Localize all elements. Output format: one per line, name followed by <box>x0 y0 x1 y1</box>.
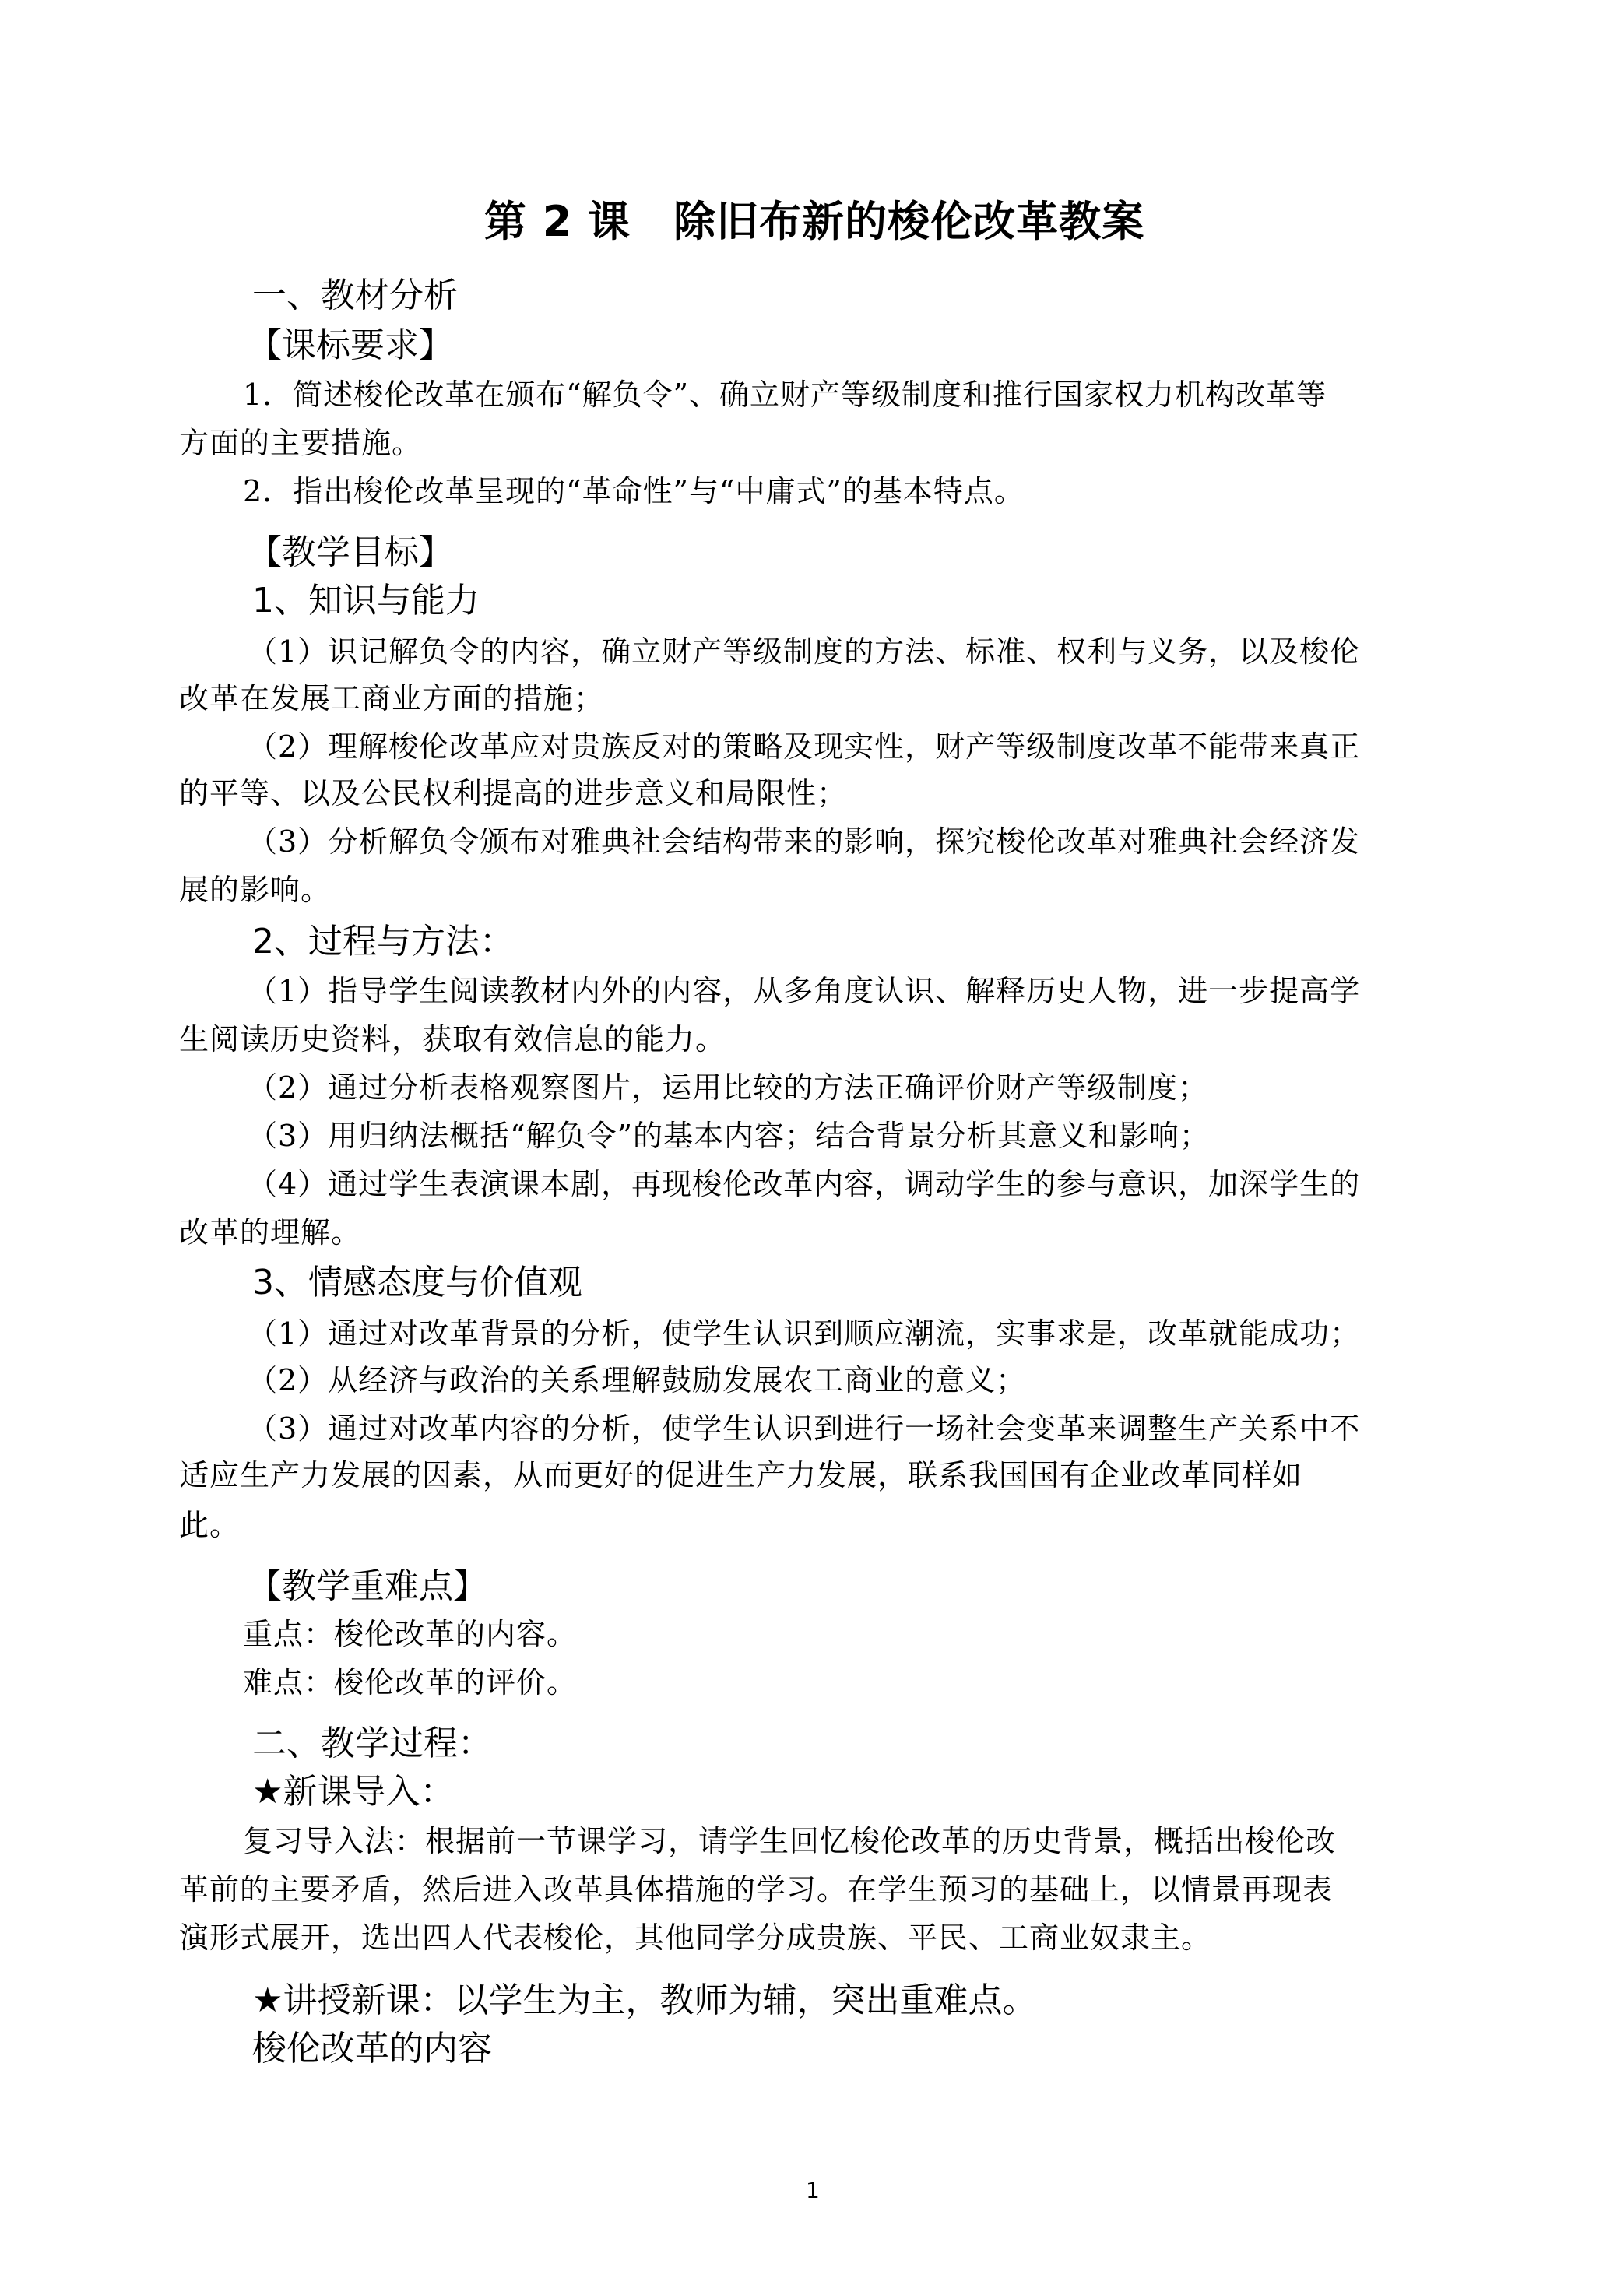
curriculum-item-1-line-2: 方面的主要措施。 <box>179 426 423 460</box>
values-point-3-line-1: （3）通过对改革内容的分析，使学生认识到进行一场社会变革来调整生产关系中不 <box>248 1411 1361 1446</box>
intro-paragraph-line-3: 演形式展开，选出四人代表梭伦，其他同学分成贵族、平民、工商业奴隶主。 <box>179 1921 1212 1955</box>
process-point-4-line-1: （4）通过学生表演课本剧，再现梭伦改革内容，调动学生的参与意识，加深学生的 <box>248 1167 1361 1201</box>
intro-paragraph-line-1: 复习导入法：根据前一节课学习，请学生回忆梭伦改革的历史背景，概括出梭伦改 <box>243 1824 1337 1858</box>
objective-process-heading: 2、过程与方法： <box>252 922 514 961</box>
knowledge-point-2-line-1: （2）理解梭伦改革应对贵族反对的策略及现实性，财产等级制度改革不能带来真正 <box>248 729 1361 764</box>
difficulty-point <box>243 1665 578 1699</box>
subheading-teaching-objectives: 【教学目标】 <box>248 532 453 572</box>
section-heading-teaching-process: 二、教学过程： <box>252 1724 492 1763</box>
focus-text: 梭伦改革的内容。 <box>334 1617 578 1651</box>
difficulty-label: 难点： <box>243 1665 335 1699</box>
objective-knowledge-heading: 1、知识与能力 <box>252 581 480 620</box>
curriculum-item-1-line-1: 1．简述梭伦改革在颁布“解负令”、确立财产等级制度和推行国家权力机构改革等 <box>243 378 1327 412</box>
curriculum-item-2: 2．指出梭伦改革呈现的“革命性”与“中庸式”的基本特点。 <box>243 474 1025 508</box>
knowledge-point-1-line-1: （1）识记解负令的内容，确立财产等级制度的方法、标准、权利与义务，以及梭伦 <box>248 634 1361 669</box>
subheading-new-lesson-teaching: ★讲授新课：以学生为主，教师为辅，突出重难点。 <box>252 1980 1037 2020</box>
knowledge-point-1-line-2: 改革在发展工商业方面的措施； <box>179 681 605 715</box>
process-point-4-line-2: 改革的理解。 <box>179 1215 362 1249</box>
page-number: 1 <box>806 2177 820 2203</box>
subheading-key-points: 【教学重难点】 <box>248 1566 487 1606</box>
section-heading-textbook-analysis: 一、教材分析 <box>252 276 458 315</box>
intro-paragraph-line-2: 革前的主要矛盾，然后进入改革具体措施的学习。在学生预习的基础上，以情景再现表 <box>179 1872 1334 1907</box>
subheading-curriculum-requirements: 【课标要求】 <box>248 325 453 365</box>
page-title: 第 2 课 除旧布新的梭伦改革教案 <box>484 197 1145 246</box>
process-point-1-line-2: 生阅读历史资料，获取有效信息的能力。 <box>179 1022 726 1056</box>
process-point-3: （3）用归纳法概括“解负令”的基本内容；结合背景分析其意义和影响； <box>248 1119 1211 1153</box>
process-point-2: （2）通过分析表格观察图片，运用比较的方法正确评价财产等级制度； <box>248 1070 1209 1105</box>
subheading-new-lesson-intro: ★新课导入： <box>252 1772 455 1812</box>
difficulty-text: 梭伦改革的评价。 <box>334 1665 578 1699</box>
values-point-3-line-3: 此。 <box>179 1508 241 1542</box>
knowledge-point-3-line-1: （3）分析解负令颁布对雅典社会结构带来的影响，探究梭伦改革对雅典社会经济发 <box>248 824 1361 859</box>
objective-values-heading: 3、情感态度与价值观 <box>252 1263 582 1302</box>
subheading-reform-content: 梭伦改革的内容 <box>252 2029 492 2068</box>
process-point-1-line-1: （1）指导学生阅读教材内外的内容，从多角度认识、解释历史人物，进一步提高学 <box>248 974 1361 1008</box>
knowledge-point-3-line-2: 展的影响。 <box>179 873 332 907</box>
values-point-2: （2）从经济与政治的关系理解鼓励发展农工商业的意义； <box>248 1363 1027 1397</box>
values-point-1: （1）通过对改革背景的分析，使学生认识到顺应潮流，实事求是，改革就能成功； <box>248 1316 1361 1351</box>
knowledge-point-2-line-2: 的平等、以及公民权利提高的进步意义和局限性； <box>179 776 848 810</box>
focus-label: 重点： <box>243 1617 335 1651</box>
values-point-3-line-2: 适应生产力发展的因素，从而更好的促进生产力发展，联系我国国有企业改革同样如 <box>179 1458 1303 1492</box>
focus-point <box>243 1619 577 1649</box>
